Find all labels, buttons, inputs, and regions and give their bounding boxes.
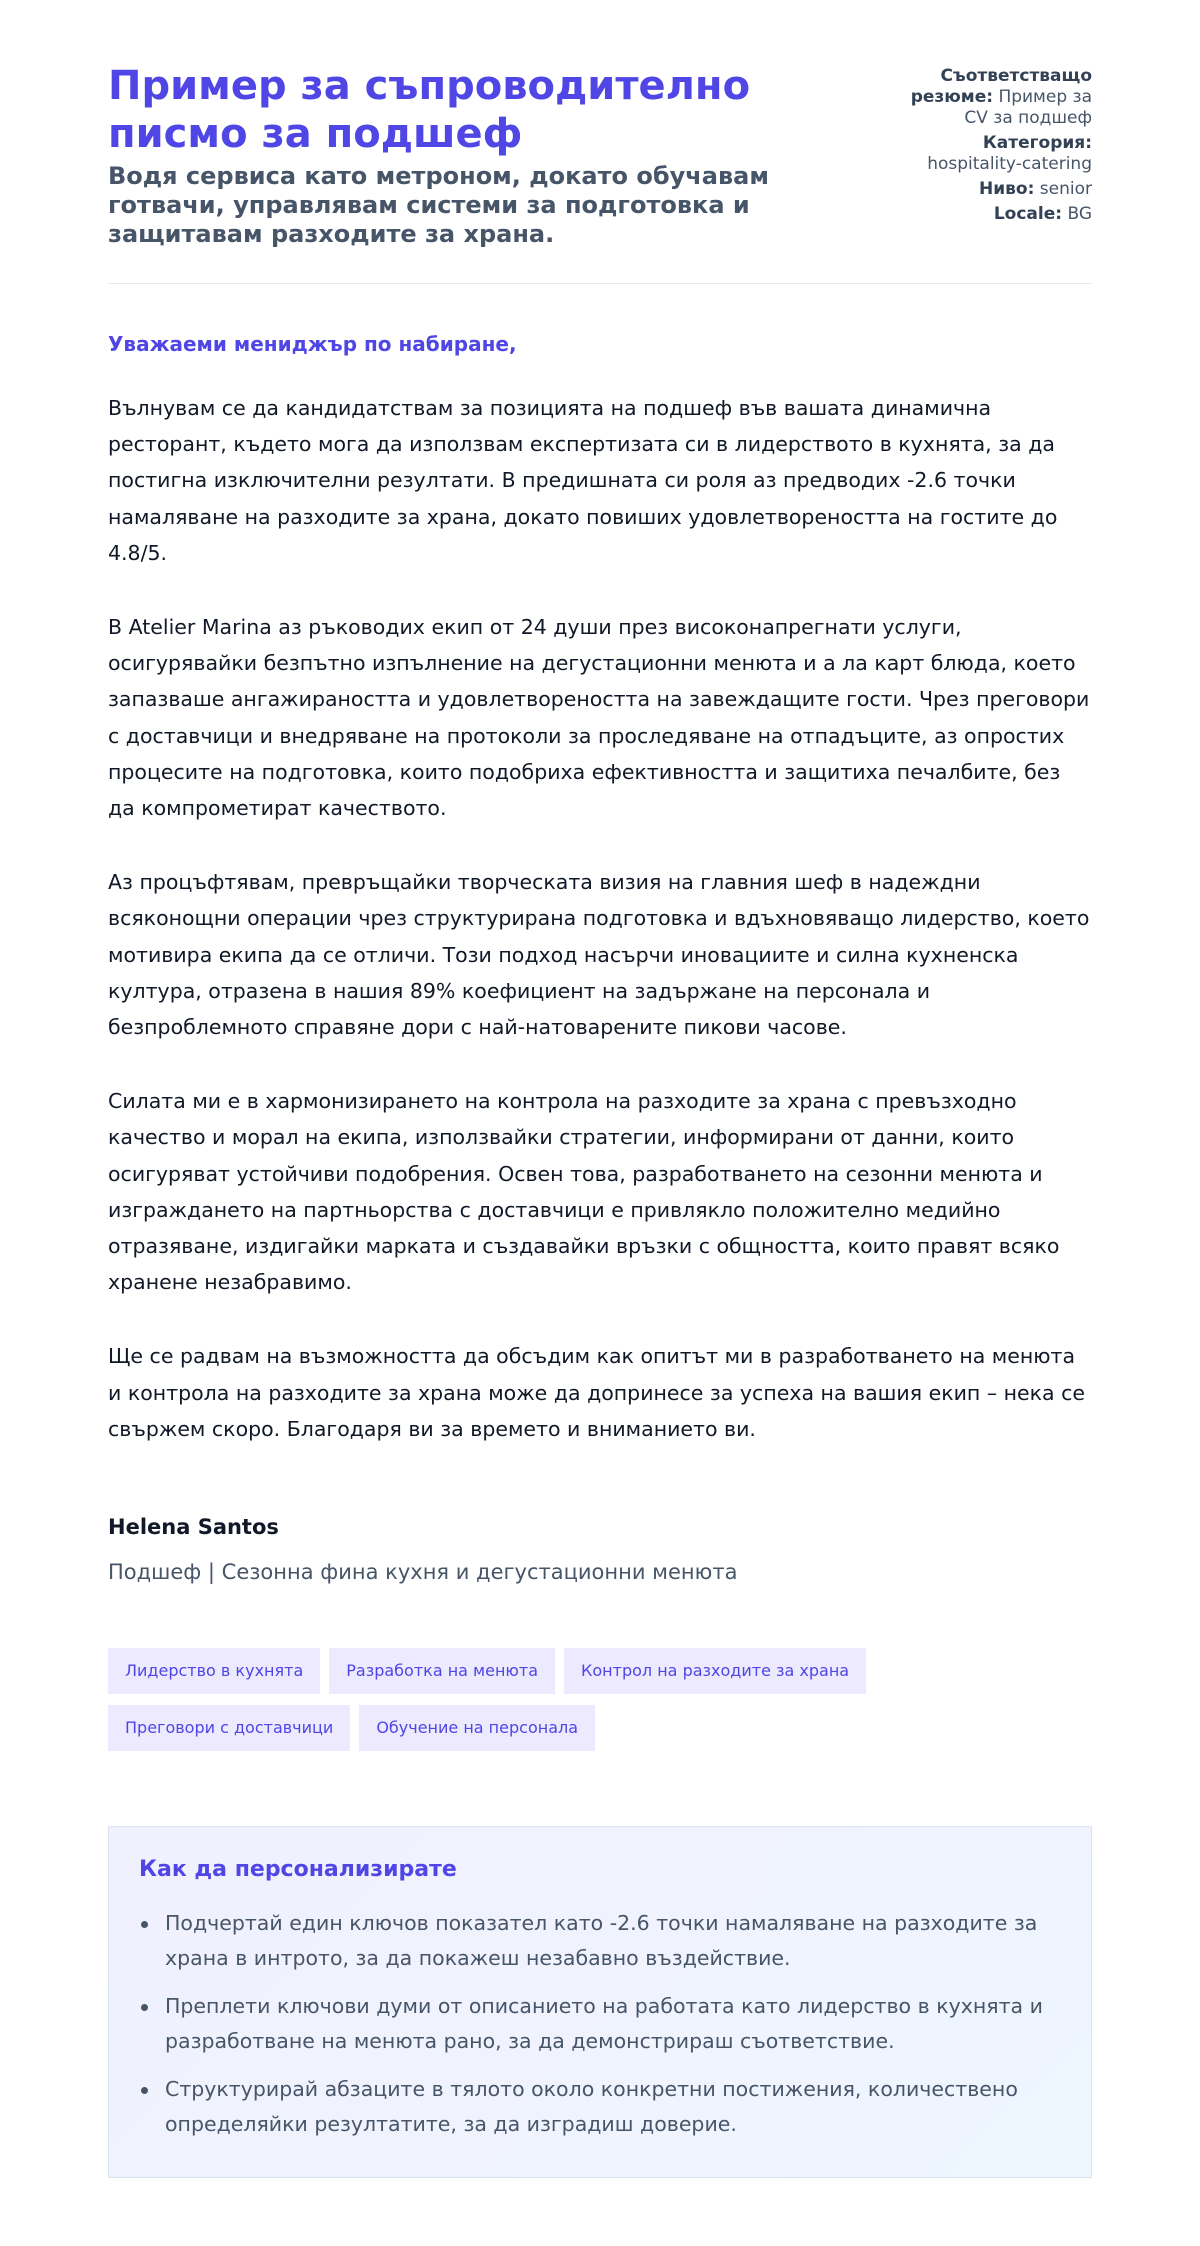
meta-row-level	[892, 179, 1092, 200]
header	[108, 62, 1092, 282]
page-title: Пример за съпроводително писмо за подшеф	[108, 63, 751, 157]
letter-paragraph: Аз процъфтявам, превръщайки творческата визия на главния шеф в надеждни всяконощни операции чрез структурирана подготовка и вдъхновяващо лидерство, което мотивира екипа да се отличи. Този подход насърчи иновациите и силна кухненска култура, отразена в нашия 89% коефициент на задържане на персонала и безпроблемното справяне дори с най-натоварените пикови часове.	[108, 870, 1090, 1040]
signature-name: Helena Santos	[108, 1515, 279, 1539]
skill-tag: Контрол на разходите за храна	[564, 1648, 866, 1694]
meta-value-link[interactable]: Пример за CV за подшеф	[964, 87, 1092, 128]
tip-item: Преплети ключови думи от описанието на работата като лидерство в кухнята и разработване на менюта рано, за да демонстрираш съответствие.	[139, 1989, 1061, 2059]
meta-row-matching-resume	[892, 66, 1092, 129]
meta-value: hospitality-catering	[927, 154, 1092, 174]
meta-row-category	[892, 133, 1092, 175]
customization-tips	[108, 1826, 1092, 2178]
meta-label: Съответстващо резюме:	[910, 66, 1092, 107]
meta-value: senior	[1039, 179, 1092, 199]
page	[108, 62, 1092, 282]
skill-tags	[108, 1648, 1092, 1762]
letter-body	[108, 390, 1092, 1485]
letter-paragraph: В Atelier Marina аз ръководих екип от 24 души през високонапрегнати услуги, осигурявайки безпътно изпълнение на дегустационни менюта и а ла карт блюда, което запазваше ангажираността и удовлетвореността на завеждащите гости. Чрез преговори с доставчици и внедряване на протоколи за проследяване на отпадъците, аз опростих процесите на подготовка, които подобриха ефективността и защитиха печалбите, без да компрометират качеството.	[108, 615, 1090, 821]
meta-panel	[892, 66, 1092, 229]
salutation: Уважаеми мениджър по набиране,	[108, 332, 517, 356]
tip-item: Структурирай абзаците в тялото около конкретни постижения, количествено определяйки резултатите, за да изградиш доверие.	[139, 2072, 1061, 2142]
meta-label: Категория:	[982, 133, 1092, 153]
skill-tag: Преговори с доставчици	[108, 1705, 350, 1751]
page-subtitle: Водя сервиса като метроном, докато обучавам готвачи, управлявам системи за подготовка и защитавам разходите за храна.	[108, 162, 769, 248]
tips-title: Как да персонализирате	[139, 1857, 457, 1882]
meta-label: Ниво:	[979, 179, 1035, 199]
letter-paragraph: Ще се радвам на възможността да обсъдим как опитът ми в разработването на менюта и контрола на разходите за храна може да допринесе за успеха на вашия екип – нека се свържем скоро. Благодаря ви за времето и вниманието ви.	[108, 1344, 1085, 1441]
tips-list	[139, 1906, 1061, 2142]
meta-label: Locale:	[993, 204, 1063, 224]
header-divider	[108, 283, 1092, 284]
signature-title: Подшеф | Сезонна фина кухня и дегустационни менюта	[108, 1560, 738, 1584]
skill-tag: Разработка на менюта	[329, 1648, 555, 1694]
title-block	[108, 62, 828, 249]
tip-item: Подчертай един ключов показател като -2.6 точки намаляване на разходите за храна в интрото, за да покажеш незабавно въздействие.	[139, 1906, 1061, 1976]
meta-value: BG	[1067, 204, 1092, 224]
skill-tag: Обучение на персонала	[359, 1705, 595, 1751]
skill-tag: Лидерство в кухнята	[108, 1648, 320, 1694]
letter-paragraph: Вълнувам се да кандидатствам за позицията на подшеф във вашата динамична ресторант, където мога да използвам експертизата си в лидерството в кухнята, за да постигна изключителни резултати. В предишната си роля аз предводих -2.6 точки намаляване на разходите за храна, докато повиших удовлетвореността на гостите до 4.8/5.	[108, 396, 1058, 565]
letter-paragraph: Силата ми е в хармонизирането на контрола на разходите за храна с превъзходно качество и морал на екипа, използвайки стратегии, информирани от данни, които осигуряват устойчиви подобрения. Освен това, разработването на сезонни менюта и изграждането на партньорства с доставчици е привлякло положително медийно отразяване, издигайки марката и създавайки връзки с общността, които правят всяко хранене незабравимо.	[108, 1089, 1060, 1295]
meta-row-locale	[892, 204, 1092, 225]
